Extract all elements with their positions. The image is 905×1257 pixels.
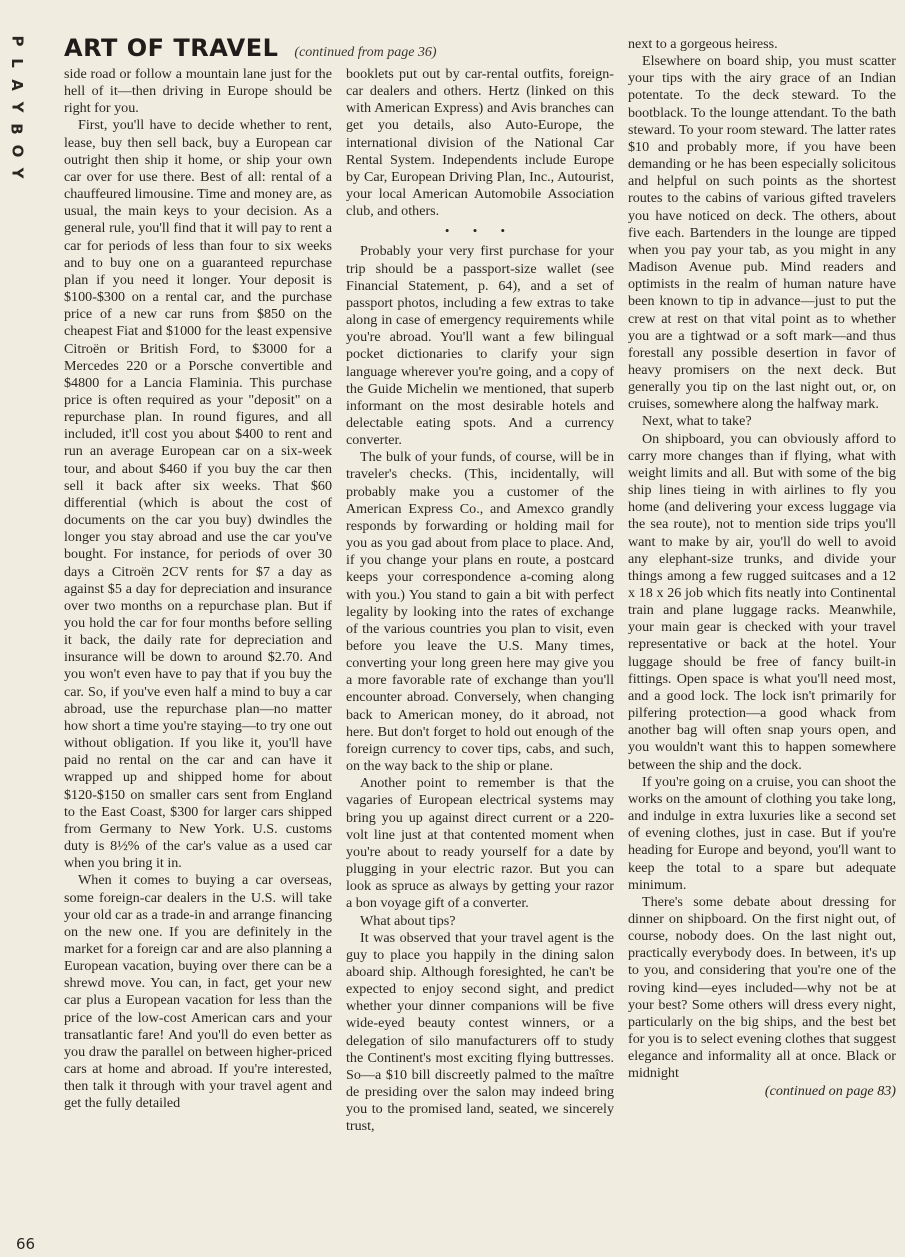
text-column-3 — [628, 36, 896, 1100]
paragraph: Elsewhere on board ship, you must scatter your tips with the airy grace of an Indian potentate. To the deck steward. To the bootblack. To the lounge attendant. To the bath steward. To your room steward. The latter rates $10 and probably more, if you have been demanding or he has been especially solicitous and helpful on such points as the shortest routes to the cabins of various gifted travelers you have noticed on deck. The others, about five each. Bartenders in the lounge are tipped when you pay your tab, as you might in any Madison Avenue pub. Mind readers and optimists in the realm of human nature have been known to tip in advance—just to put the crew at rest on that vital point as to whether you are a tightwad or a soft mark—and thus forestall any possible desertion in favor of heavy promisers on the next deck. But generally you tip on the last night out, or, on cruises, somewhere along the halfway mark. — [628, 53, 896, 413]
logo-letter: Y — [8, 101, 26, 113]
paragraph: It was observed that your travel agent is the guy to place you happily in the dining salon aboard ship. Although foresighted, he can't be expected to enjoy second sight, and predict whether your dinner companions will be five wide-eyed beauty contest winners, or a delegation of silo manufacturers off to study the Continent's most exciting flying buttresses. So—a $10 bill discreetly palmed to the maître de presiding over the salon may indeed bring you to the promised land, seated, we sincerely trust, — [346, 929, 614, 1135]
logo-letter: Y — [8, 167, 26, 179]
logo-letter: P — [8, 35, 26, 47]
continued-from-note: (continued from page 36) — [294, 45, 437, 60]
magazine-side-logo — [6, 30, 28, 184]
text-column-2 — [346, 66, 614, 1136]
article-header — [64, 34, 437, 62]
paragraph: booklets put out by car-rental outfits, foreign-car dealers and others. Hertz (linked on this with American Express) and Avis branches can get you details, also Auto-Europe, the international division of the National Car Rental System. Independents include Europe by Car, European Driving Plan, Inc., Autourist, your local American Automobile Association club, and others. — [346, 66, 614, 220]
text-column-1 — [64, 66, 332, 1113]
page-number: 66 — [16, 1235, 36, 1253]
logo-letter: B — [8, 123, 26, 135]
paragraph: Next, what to take? — [642, 413, 752, 430]
paragraph: next to a gorgeous heiress. — [628, 36, 778, 52]
section-break: • • • — [444, 223, 516, 239]
logo-letter: O — [7, 144, 26, 158]
paragraph: Probably your very first purchase for your trip should be a passport-size wallet (see Financial Statement, p. 64), and a set of passport photos, including a few extras to take along in case of emergency requirements while you're abroad. You'll want a few bilingual pocket dictionaries to clarify your sign language wherever you're going, and a copy of the Guide Michelin we mentioned, that superb informant on the most desirable hotels and delectable eating spots. And a currency converter. — [346, 243, 614, 449]
article-title: ART OF TRAVEL — [64, 34, 279, 62]
paragraph: When it comes to buying a car overseas, some foreign-car dealers in the U.S. will take your old car as a trade-in and arrange financing on the new one. If you are definitely in the market for a foreign car and are also planning a European vacation, buying over there can be a shrewd move. You can, in fact, get your new car plus a European vacation for less than the price of the low-cost American cars and your transatlantic fare! And you'll do even better as you draw the parallel on between higher-priced cars at home and abroad. If you're interested, then talk it through with your travel agent and get the fully detailed — [64, 872, 332, 1112]
logo-letter: L — [8, 58, 26, 68]
continued-on-note: (continued on page 83) — [764, 1082, 896, 1099]
paragraph: What about tips? — [360, 912, 456, 929]
paragraph: On shipboard, you can obviously afford to carry more changes than if flying, what with weight limits and all. But with some of the big ship lines tieing in with airlines to fly you home (and delivering your excess luggage via the sea route), not to mention side trips you'll want to make by air, you'll do well to avoid any elephant-size trunks, and divide your things among a few rugged suitcases and a 12 x 18 x 26 job which fits neatly into Continental train and plane luggage racks. Meanwhile, your main gear is checked with your travel representative or back at the hotel. Your luggage should be free of fancy built-in fittings. Open space is what you'll need most, and a good lock. The lock isn't primarily for pilfering protection—a good whack from another bag will often snap yours open, and you wouldn't want this to happen somewhere between the ship and the dock. — [628, 430, 896, 773]
logo-letter: A — [7, 79, 26, 91]
paragraph: The bulk of your funds, of course, will be in traveler's checks. (This, incidentally, will probably make you a customer of the American Express Co., and Amexco grandly responds by forwarding or holding mail for you as you gad about from place to place. And, if you change your plans en route, a postcard keeps your correspondence a-coming along with you.) You stand to gain a bit with perfect legality by looking into the rates of exchange of the various countries you plan to visit, even before you leave the U.S. Many times, converting your long green here may give you a more favorable rate of exchange than you'll encounter abroad. Conversely, when changing back to American money, do it abroad, not here. But don't forget to hold out enough of the foreign currency to cover tips, cabs, and such, on the way back to the ship or plane. — [346, 449, 614, 775]
paragraph: If you're going on a cruise, you can shoot the works on the amount of clothing you take long, and indulge in extra luxuries like a second set of evening clothes, just in case. But if you're heading for Europe and beyond, you'll want to keep the total to a spare but adequate minimum. — [628, 773, 896, 893]
paragraph: Another point to remember is that the vagaries of European electrical systems may bring you up against direct current or a 220-volt line just at that contented moment when you're about to ready yourself for a date by plugging in your electric razor. But you can look as spruce as always by getting your razor a bon voyage gift of a converter. — [346, 775, 614, 912]
paragraph: side road or follow a mountain lane just for the hell of it—then driving in Europe should be right for you. — [64, 66, 332, 117]
paragraph: There's some debate about dressing for dinner on shipboard. On the first night out, of course, nobody does. On the last night out, practically everybody does. In between, it's up to you, and considering that you're one of the roving kind—eyes included—why not be at your best? Some others will dress every night, particularly on the big ships, and the best bet for you is to select evening clothes that suggest elegance and informality all at once. Black or midnight — [628, 893, 896, 1082]
paragraph: First, you'll have to decide whether to rent, lease, buy then sell back, buy a European car outright then ship it home, or ship your own car over for use there. Best of all: rental of a chauffeured limousine. Time and money are, as usual, the main keys to your decision. As a general rule, you'll find that it will pay to rent a car for periods of less than four to six weeks and to buy one on a guaranteed repurchase plan if you need it longer. Your deposit is $100-$300 on a rental car, and the purchase price of a new car runs from $850 on the cheapest Fiat and $1000 for the least expensive Citroën or British Ford, to $3000 for a Mercedes 220 or a Porsche convertible and $4800 for a Lancia Flaminia. This purchase price is often required as your "deposit" on a repurchase plan. In round figures, and all included, it'll cost you about $400 to rent and run an average European car on a six-week tour, and about $460 if you buy the car then sell it back after six weeks. That $60 differential (which is about the cost of documents on the car you buy) dwindles the longer you stay abroad and use the car you've bought. For instance, for periods of over 30 days a Citroën 2CV rents for $7 a day as against $5 a day for depreciation and insurance over two months on a repurchase plan. But if you hold the car for four months before selling it back, the daily rate for depreciation and insurance will be down to around $2.70. And you won't even have to pay that if you buy the car. So, if you've even half a mind to buy a car abroad, use the repurchase plan—no matter how short a time you're staying—to try one out without obligation. If you like it, you'll have paid no rental on the car and can have it wrapped up and shipped home for about $120-$150 on smaller cars sent from England to the East Coast, $300 for larger cars shipped from Germany to New York. U.S. customs duty is 8½% of the car's value as a used car when you bring it in. — [64, 117, 332, 872]
